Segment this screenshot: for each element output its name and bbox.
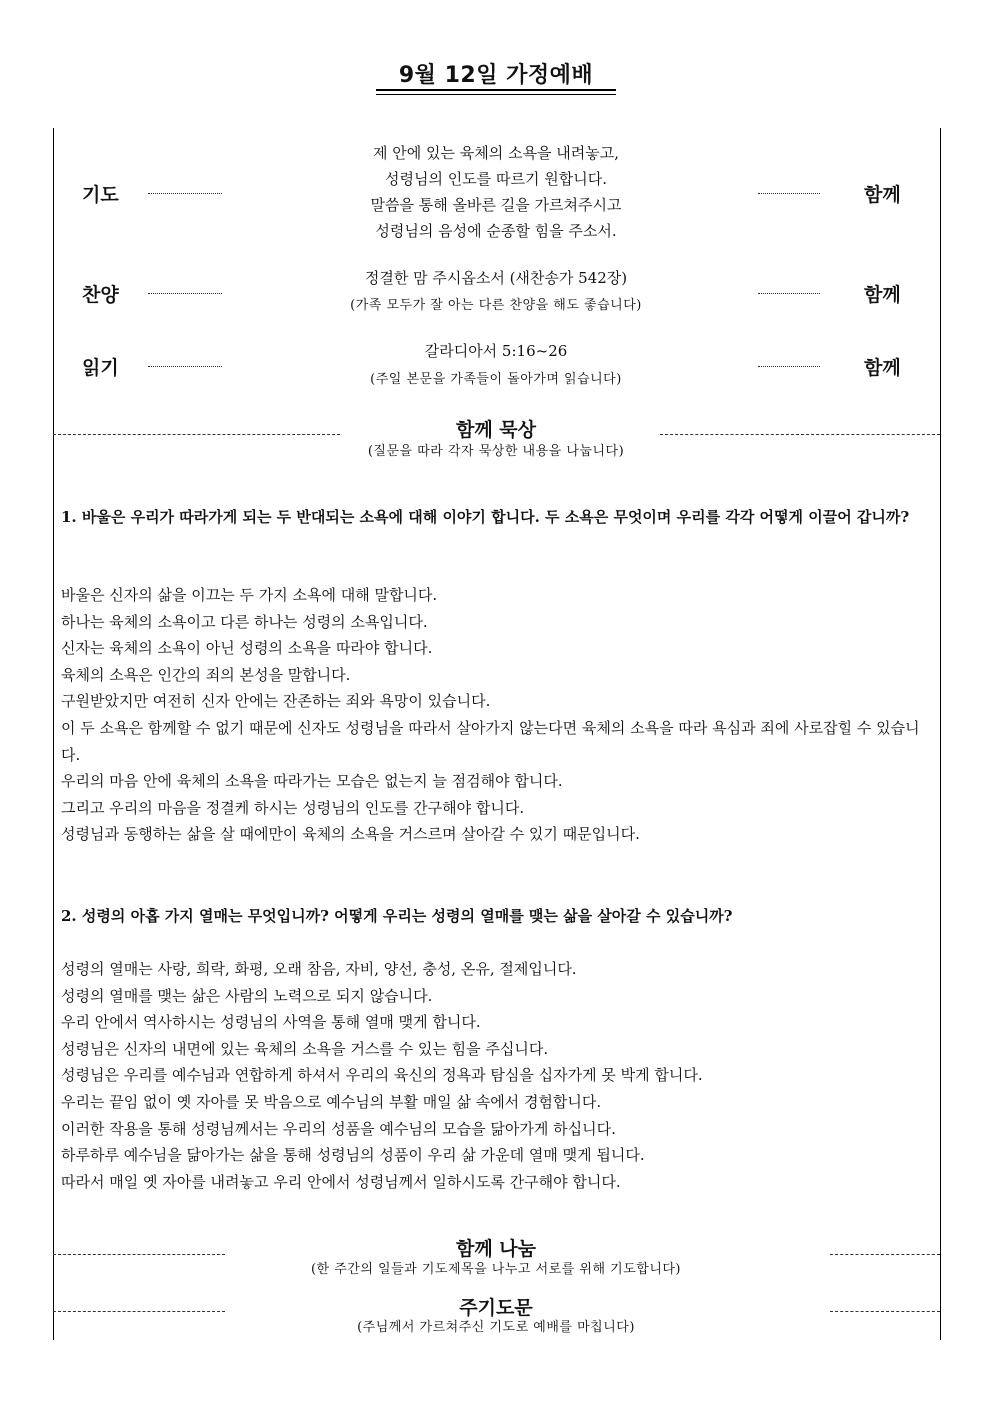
leader-dots-left [148, 366, 222, 367]
answer-line: 우리는 끝임 없이 옛 자아를 못 박음으로 예수님의 부활 매일 삶 속에서 경험합니다. [61, 1092, 602, 1111]
answer-line: 이러한 작용을 통해 성령님께서는 우리의 성품을 예수님의 모습을 닮아가게 하십니다. [61, 1119, 616, 1138]
answer-line: 성령의 열매를 맺는 삶은 사람의 노력으로 되지 않습니다. [61, 986, 433, 1005]
leader-dots-right [758, 193, 820, 194]
reading-note: (주일 본문을 가족들이 돌아가며 읽습니다) [370, 372, 622, 387]
leader-dots-right [758, 366, 820, 367]
meditation-note: (질문을 따라 각자 묵상한 내용을 나눕니다) [367, 444, 625, 459]
page-title: 9월 12일 가정예배 [398, 63, 594, 88]
answer-line: 성령님은 신자의 내면에 있는 육체의 소욕을 거스를 수 있는 힘을 주십니다. [61, 1039, 549, 1058]
reading-together: 함께 [864, 357, 901, 379]
meditation-title: 함께 묵상 [455, 419, 537, 441]
title-underline [376, 89, 616, 91]
prayer-line: 성령님의 음성에 순종할 힘을 주소서. [375, 222, 617, 240]
question-2: 2. 성령의 아홉 가지 열매는 무엇입니까? 어떻게 우리는 성령의 열매를 맺는 삶을 살아갈 수 있습니까? [61, 907, 733, 925]
answer-line: 성령의 열매는 사랑, 희락, 화평, 오래 참음, 자비, 양선, 충성, 온유, 절제입니다. [61, 960, 577, 978]
title-underline-thin [376, 94, 616, 95]
question-1: 1. 바울은 우리가 따라가게 되는 두 반대되는 소욕에 대해 이야기 합니다. 두 소욕은 무엇이며 우리를 각각 어떻게 이끌어 갑니까? [61, 508, 910, 526]
answer-1 [61, 582, 935, 848]
hymn-title: 정결한 맘 주시옵소서 (새찬송가 542장) [364, 269, 628, 287]
answer-line: 구원받았지만 여전히 신자 안에는 잔존하는 죄와 욕망이 있습니다. [61, 692, 491, 711]
sharing-title: 함께 나눔 [455, 1238, 537, 1260]
prayer-together: 함께 [864, 184, 901, 206]
answer-line: 그리고 우리의 마음을 정결케 하시는 성령님의 인도를 간구해야 합니다. [61, 798, 525, 817]
answer-line: 신자는 육체의 소욕이 아닌 성령의 소욕을 따라야 합니다. [61, 639, 433, 658]
hymn-note: (가족 모두가 잘 아는 다른 찬양을 해도 좋습니다) [350, 298, 642, 313]
answer-line: 하나는 육체의 소욕이고 다른 하나는 성령의 소욕입니다. [61, 612, 428, 631]
answer-line: 바울은 신자의 삶을 이끄는 두 가지 소욕에 대해 말합니다. [61, 586, 438, 604]
answer-line: 따라서 매일 옛 자아를 내려놓고 우리 안에서 성령님께서 일하시도록 간구해야 합니다. [61, 1172, 621, 1191]
answer-line: 이 두 소욕은 함께할 수 없기 때문에 신자도 성령님을 따라서 살아가지 않는다면 육체의 소욕을 따라 욕심과 죄에 사로잡힐 수 있습니다. [61, 718, 920, 764]
lords-prayer-note: (주님께서 가르쳐주신 기도로 예배를 마칩니다) [357, 1320, 635, 1335]
answer-line: 성령님은 우리를 예수님과 연합하게 하셔서 우리의 육신의 정욕과 탐심을 십자가게 못 박게 합니다. [61, 1066, 703, 1085]
prayer-text [0, 140, 992, 244]
answer-line: 하루하루 예수님을 닮아가는 삶을 통해 성령님의 성품이 우리 삶 가운데 열매 맺게 됩니다. [61, 1146, 645, 1165]
leader-dots-right [758, 293, 820, 294]
answer-2 [61, 956, 935, 1195]
hymn-together: 함께 [864, 284, 901, 306]
answer-line: 육체의 소욕은 인간의 죄의 본성을 말합니다. [61, 665, 351, 684]
prayer-label: 기도 [82, 184, 119, 206]
prayer-line: 제 안에 있는 육체의 소욕을 내려놓고, [373, 144, 619, 162]
answer-line: 성령님과 동행하는 삶을 살 때에만이 육체의 소욕을 거스르며 살아갈 수 있기 때문입니다. [61, 825, 640, 844]
lords-prayer-title: 주기도문 [459, 1297, 533, 1319]
prayer-line: 말씀을 통해 올바른 길을 가르쳐주시고 [370, 196, 622, 214]
hymn-label: 찬양 [82, 284, 119, 306]
reading-label: 읽기 [82, 357, 119, 379]
sharing-note: (한 주간의 일들과 기도제목을 나누고 서로를 위해 기도합니다) [310, 1262, 682, 1277]
reading-passage: 갈라디아서 5:16~26 [424, 342, 568, 360]
prayer-line: 성령님의 인도를 따르기 원합니다. [385, 170, 607, 188]
answer-line: 우리 안에서 역사하시는 성령님의 사역을 통해 열매 맺게 합니다. [61, 1013, 481, 1032]
answer-line: 우리의 마음 안에 육체의 소욕을 따라가는 모습은 없는지 늘 점검해야 합니다. [61, 772, 563, 791]
